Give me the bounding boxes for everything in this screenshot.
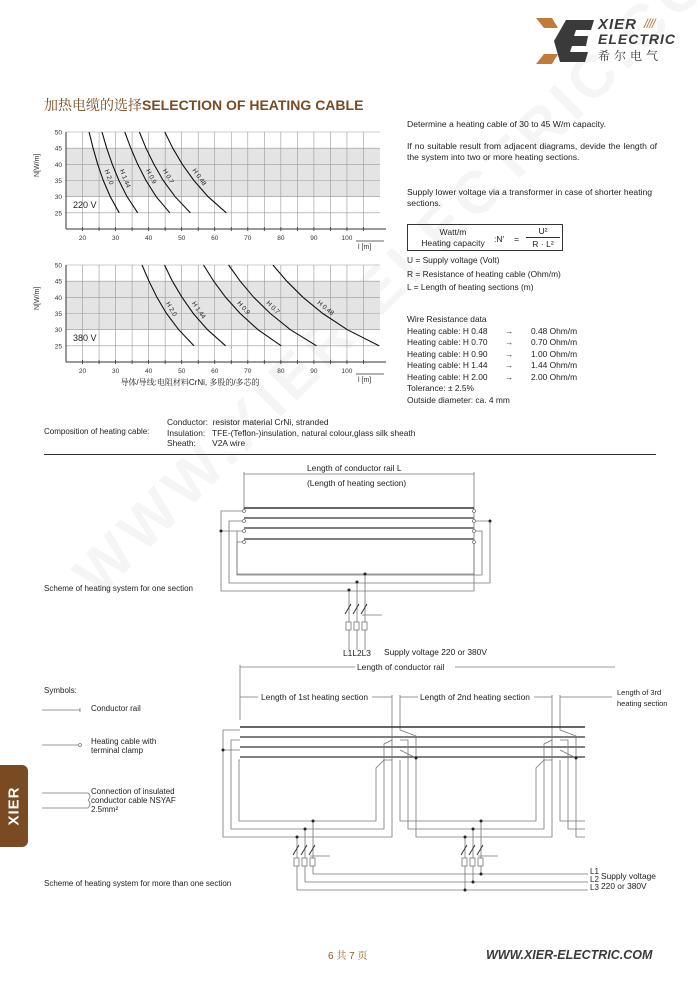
website-link[interactable]: WWW.XIER-ELECTRIC.COM [486,948,653,962]
x-tick-label: 70 [244,235,252,242]
scheme1-dim-sublabel: (Length of heating section) [307,478,407,488]
curve-label: H 2.0 [163,300,178,318]
scheme2-dim-total: Length of conductor rail [357,662,445,672]
wire-resistance-row [407,349,577,361]
wire-resistance-table [407,314,577,406]
fuse-icon [362,622,367,630]
phase-l2: L2 [590,875,599,884]
legend-l: L = Length of heating sections (m) [407,282,534,292]
legend-u: U = Supply voltage (Volt) [407,255,500,265]
formula-label-top: Watt/m [439,227,467,237]
fuse-icon [354,622,359,630]
y-axis-label: N[W/m] [34,153,41,177]
arrow-right-icon: → [505,371,514,382]
y-tick-label: 35 [54,178,62,185]
brand-name-cn: 希尔电气 [598,49,663,63]
cable-name: Heating cable: H 0.90 [407,348,488,359]
x-tick-label: 60 [211,235,219,242]
chart-380v [30,258,390,398]
scheme2-supply-line2: 220 or 380V [601,881,647,891]
x-axis-label: l [m] [358,377,372,384]
scheme2-supply [601,871,656,891]
curve-label: H 0.48 [315,299,335,318]
x-tick-label: 50 [178,235,186,242]
wire-resistance-row [407,360,577,372]
arrow-right-icon: → [505,360,514,370]
y-tick-label: 25 [54,343,62,351]
symbols-title: Symbols: [44,686,77,695]
symbol-heating-cable: Heating cable with terminal clamp [91,737,157,755]
y-tick-label: 40 [54,161,62,169]
curve-label: H 2.0 [102,168,115,186]
scheme1-supply: Supply voltage 220 or 380V [384,647,487,657]
x-tick-label: 20 [78,368,87,375]
fuse-icon [346,622,351,630]
arrow-right-icon: → [505,337,514,347]
x-tick-label: 80 [277,235,285,242]
curve-label: H 0.7 [160,167,175,185]
outside-diameter: Outside diameter: ca. 4 mm [407,394,510,405]
formula-equals: = [514,234,520,244]
scheme2-supply-line1: Supply voltage [601,871,656,881]
page-title-en: SELECTION OF HEATING CABLE [142,97,364,113]
cable-resistance: 0.48 Ohm/m [531,325,578,336]
x-tick-label: 90 [310,235,318,242]
highlight-band [66,281,380,330]
highlight-band [66,148,380,196]
scheme2-dim-section2: Length of 2nd heating section [420,692,530,702]
x-axis-label: l [m] [358,244,372,251]
arrow-right-icon: → [505,348,514,359]
page-title-cn: 加热电缆的选择 [44,97,142,113]
y-tick-label: 45 [54,145,62,153]
formula-numerator: U² [538,226,548,236]
formula-denominator: R · L² [532,239,554,249]
cable-name: Heating cable: H 0.48 [407,325,488,336]
y-axis-label: N[W/m] [34,286,41,310]
y-tick-label: 40 [54,294,62,302]
voltage-label: 380 V [73,332,97,343]
y-tick-label: 30 [54,194,62,202]
wire-resistance-title: Wire Resistance data [407,314,487,324]
scheme1-caption: Scheme of heating system for one section [44,584,193,593]
wire-resistance-row [407,372,577,384]
curve-label: H 0.9 [235,300,252,317]
composition-insulation: Insulation: TFE-(Teflon-)insulation, natural colour,glass silk sheath [167,427,416,438]
chart-220v [30,125,390,257]
curve-label: H 0.48 [190,167,208,188]
x-tick-label: 100 [341,235,353,242]
voltage-label: 220 V [73,199,97,210]
scheme2-caption: Scheme of heating system for more than one section [44,879,232,888]
x-tick-label: 40 [145,235,153,242]
scheme2-dim-section1: Length of 1st heating section [261,692,369,702]
brand-logo [536,14,686,66]
wire-resistance-row [407,326,577,338]
composition-label: Composition of heating cable: [44,427,150,436]
cable-name: Heating cable: H 0.70 [407,337,488,347]
curve-label: H 1.44 [117,168,132,189]
scheme-one-section-diagram [0,460,700,660]
y-tick-label: 50 [54,129,62,137]
x-tick-label: 30 [111,368,120,375]
y-tick-label: 25 [54,210,62,218]
legend-r: R = Resistance of heating cable (Ohm/m) [407,268,561,279]
formula-fraction-bar [526,237,560,238]
curve-label: H 1.44 [189,300,207,321]
xier-logo-mark-icon [536,18,596,64]
phase-l1: L1 [590,867,599,876]
page-number: 6 共 7 页 [328,951,368,962]
x-tick-label: 100 [341,368,353,375]
y-tick-label: 30 [54,327,62,335]
y-tick-label: 35 [54,311,62,318]
composition-details [167,417,415,449]
chart-caption: 导体/导线:电阻材料CrNi, 多股的/多芯的 [120,378,260,387]
cable-resistance: 1.44 Ohm/m [531,360,578,370]
formula-symbol: :N' [494,234,505,244]
x-tick-label: 30 [111,235,120,242]
formula-box [407,224,563,251]
side-tab [0,765,28,847]
phase-l3: L3 [590,883,599,892]
page-title [44,95,363,115]
scheme2-dim-section3a: Length of 3rd [617,688,662,697]
scheme1-phases: L1L2L3 [343,648,371,658]
variable-legend [407,255,561,294]
composition-sheath: Sheath: V2A wire [167,438,246,448]
side-tab-label: XIER [5,786,23,826]
brand-name-line1: XIER [598,16,638,33]
scheme1-dim-label: Length of conductor rail L [307,463,402,473]
wire-resistance-row [407,337,577,349]
y-tick-label: 50 [54,262,62,270]
instruction-transformer: Supply lower voltage via a transformer in case of shorter heating sections. [407,187,653,208]
tolerance: Tolerance: ± 2.5% [407,383,474,393]
section-divider [44,454,656,455]
cable-resistance: 0.70 Ohm/m [531,337,578,347]
symbol-conductor-rail: Conductor rail [91,704,141,713]
instruction-capacity: Determine a heating cable of 30 to 45 W/m capacity. [407,119,607,129]
curve-label: H 0.7 [264,299,281,316]
x-tick-label: 50 [178,368,186,375]
cable-resistance: 2.00 Ohm/m [531,371,578,382]
x-tick-label: 90 [310,368,318,375]
switch-icon [345,604,367,614]
brand-name-line2: ELECTRIC [598,31,676,47]
instruction-sections: If no suitable result from adjacent diagrams, devide the length of the system into two or more heating sections. [407,141,657,162]
scheme2-phases [590,868,599,892]
symbol-insulated-connection: Connection of insulated conductor cable NSYAF 2.5mm² [91,787,176,814]
cable-name: Heating cable: H 1.44 [407,360,488,370]
x-tick-label: 70 [244,368,252,375]
brand-slashes: //// [644,16,655,31]
curve-label: H 0.9 [144,168,158,186]
cable-resistance: 1.00 Ohm/m [531,348,578,359]
heating-cable-loop [221,531,482,575]
heating-cable-loop [237,542,474,574]
x-tick-label: 60 [211,368,219,375]
formula-label-bottom: Heating capacity [421,238,485,248]
arrow-right-icon: → [505,325,514,336]
x-tick-label: 40 [145,368,153,375]
y-tick-label: 45 [54,278,62,286]
scheme2-dim-section3b: heating section [617,699,668,708]
composition-conductor: Conductor: resistor material CrNi, stranded [167,417,329,427]
x-tick-label: 20 [78,235,87,242]
heating-cable-loop [221,511,474,591]
x-tick-label: 80 [277,368,285,375]
cable-name: Heating cable: H 2.00 [407,371,488,382]
